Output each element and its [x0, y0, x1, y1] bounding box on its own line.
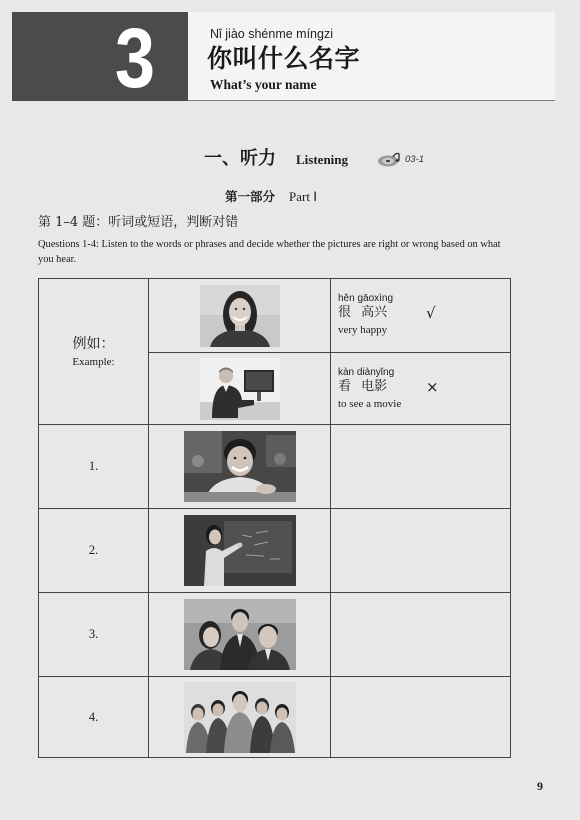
photo-group-of-young-people	[184, 682, 296, 753]
question-number: 4.	[88, 709, 99, 724]
section-title-english: Listening	[296, 152, 349, 167]
lesson-number: 3	[114, 11, 156, 105]
question-photo-cell	[149, 509, 331, 593]
question-number: 1.	[88, 459, 99, 473]
question-number-cell	[39, 593, 149, 677]
audio-cd-icon	[377, 151, 401, 167]
question-photo-cell	[149, 593, 331, 677]
lesson-title-english: What’s your name	[210, 77, 317, 92]
photo-smiling-girl	[200, 285, 280, 347]
check-mark: √	[426, 304, 436, 322]
question-number: 3.	[88, 627, 99, 641]
question-answer-cell	[331, 677, 511, 758]
question-number-cell	[39, 425, 149, 509]
audio-track-number: 03-1	[405, 154, 425, 165]
example-pinyin: kàn diànyǐng	[338, 367, 395, 378]
instructions-chinese: 第 1–4 题：听词或短语，判断对错	[38, 215, 239, 230]
example-photo-cell-1	[149, 279, 331, 353]
example-answer-cell-2	[331, 353, 511, 425]
page-number: 9	[537, 779, 543, 793]
question-number: 2.	[88, 543, 99, 557]
photo-teacher-at-blackboard	[184, 515, 296, 586]
question-answer-cell	[331, 593, 511, 677]
photo-man-at-computer	[200, 358, 280, 420]
section-title-chinese: 一、听力	[204, 148, 276, 169]
example-label-english: Example:	[72, 355, 115, 368]
instructions-english: Questions 1-4: Listen to the words or phrases and decide whether the pictures are right or wrong based on what you hear.	[38, 239, 501, 265]
example-hanzi: 看 电影	[338, 379, 388, 394]
example-photo-cell-2	[149, 353, 331, 425]
cross-mark: ×	[426, 378, 439, 396]
lesson-number-block	[12, 11, 188, 105]
example-label-chinese: 例如：	[72, 335, 115, 352]
photo-smiling-boy-in-classroom	[184, 431, 296, 502]
part-title-chinese: 第一部分	[225, 189, 276, 204]
example-english: to see a movie	[338, 398, 402, 410]
example-hanzi: 很 高兴	[338, 305, 388, 320]
question-answer-cell	[331, 425, 511, 509]
question-number-cell	[39, 509, 149, 593]
question-number-cell	[39, 677, 149, 758]
example-label-cell	[39, 279, 149, 425]
part-title-english: Part Ⅰ	[289, 189, 318, 204]
example-english: very happy	[338, 324, 388, 336]
question-photo-cell	[149, 677, 331, 758]
lesson-title-chinese: 你叫什么名字	[207, 44, 361, 73]
lesson-title-pinyin: Nǐ jiào shénme míngzi	[210, 27, 333, 41]
example-pinyin: hěn gāoxìng	[338, 293, 394, 304]
exercise-table	[38, 278, 511, 758]
question-photo-cell	[149, 425, 331, 509]
photo-three-smiling-people	[184, 599, 296, 670]
example-answer-cell-1	[331, 279, 511, 353]
question-answer-cell	[331, 509, 511, 593]
